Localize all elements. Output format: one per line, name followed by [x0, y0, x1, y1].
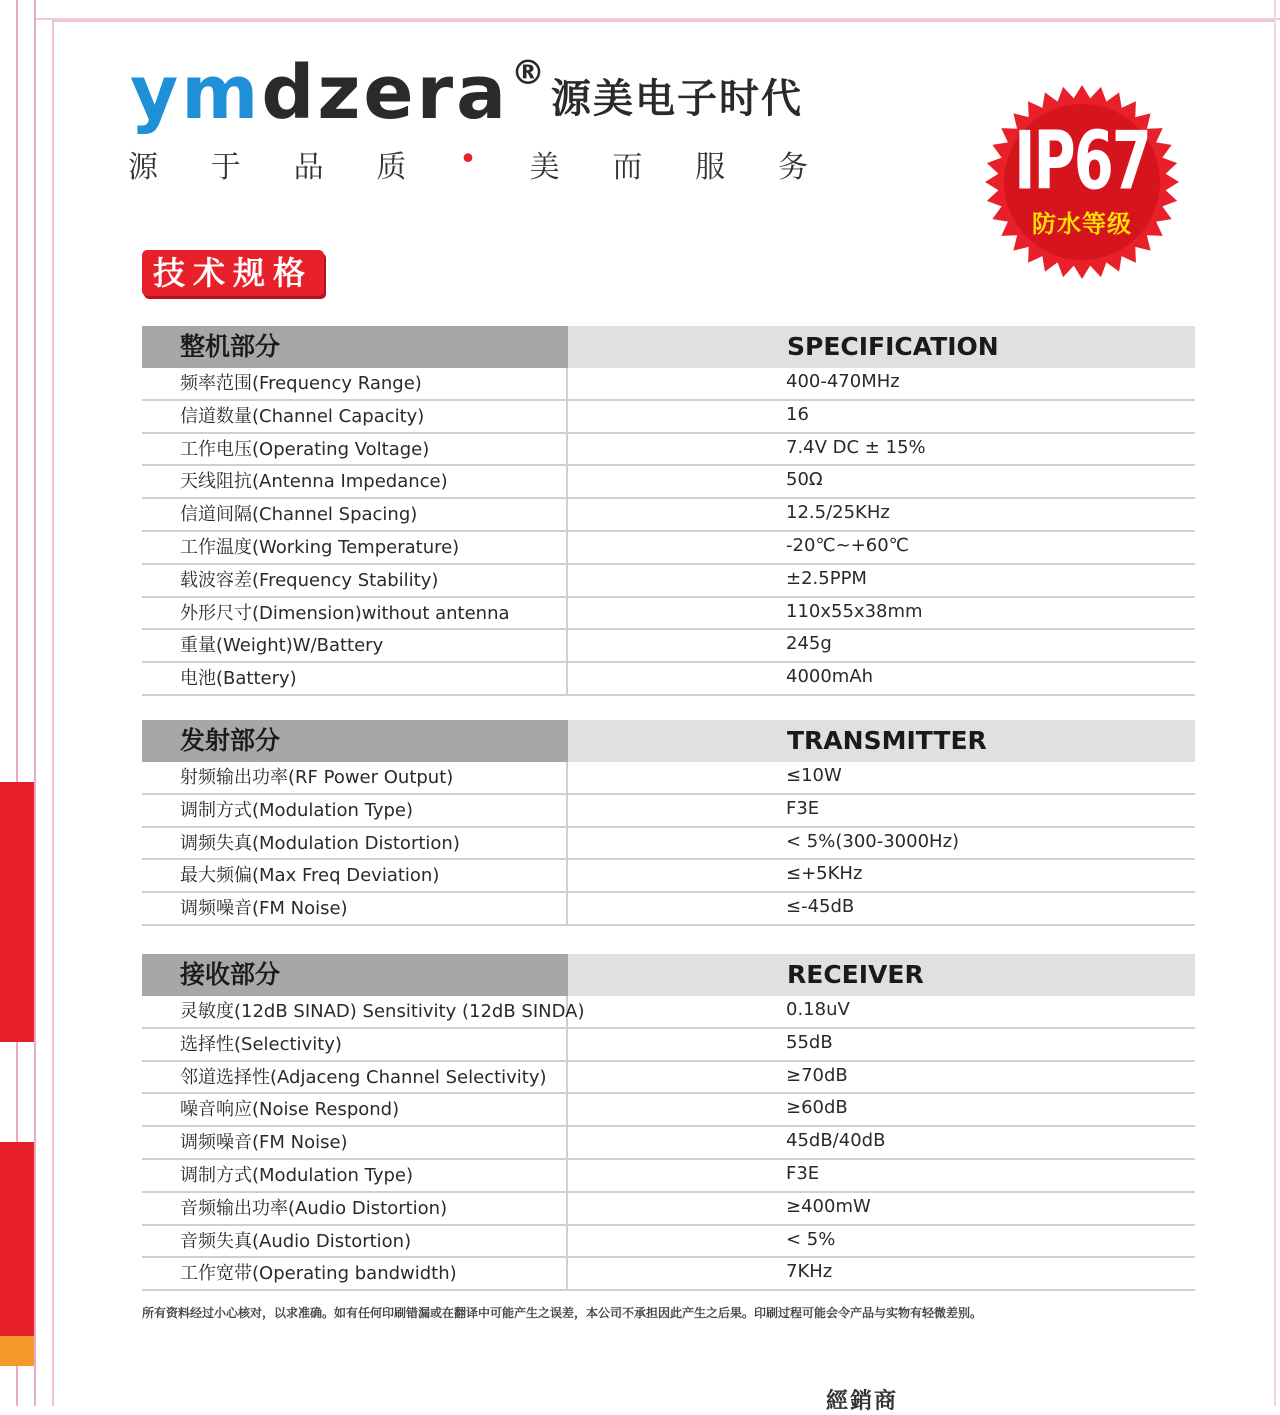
- spec-value: 7.4V DC ± 15%: [786, 436, 926, 458]
- spec-section-receiver: [142, 954, 1195, 1291]
- section-header: [142, 720, 1195, 762]
- frame-line-right: [1274, 0, 1276, 1406]
- slogan-char: 源: [128, 150, 158, 185]
- spec-value: F3E: [786, 1162, 820, 1184]
- table-row: [142, 1160, 1195, 1193]
- spec-section-transmitter: [142, 720, 1195, 926]
- section-title-en: RECEIVER: [568, 954, 1195, 996]
- slogan-char: 服: [695, 150, 726, 185]
- side-accent-orange: [0, 1336, 34, 1366]
- spec-label: 音频输出功率(Audio Distortion): [142, 1193, 568, 1224]
- table-row: [142, 762, 1195, 795]
- spec-value: 7KHz: [786, 1261, 833, 1283]
- spec-value: 400-470MHz: [786, 371, 900, 392]
- spec-label: 载波容差(Frequency Stability): [142, 565, 568, 596]
- section-title-cn: 发射部分: [142, 720, 568, 762]
- slogan-char: 而: [612, 150, 643, 185]
- logo-wordmark-blue: ym: [130, 50, 262, 136]
- table-row: [142, 434, 1195, 467]
- ip67-badge: [984, 84, 1180, 280]
- section-title-cn: 接收部分: [142, 954, 568, 996]
- spec-value: 0.18uV: [786, 999, 850, 1020]
- spec-label: 信道间隔(Channel Spacing): [142, 499, 568, 530]
- registered-mark: ®: [511, 53, 546, 93]
- spec-label: 重量(Weight)W/Battery: [142, 630, 568, 661]
- spec-value: ≥60dB: [786, 1097, 848, 1119]
- spec-value: 55dB: [786, 1031, 833, 1053]
- side-accent-red-2: [0, 1142, 34, 1336]
- table-row: [142, 893, 1195, 926]
- frame-line-left-inner: [34, 0, 36, 1406]
- table-row: [142, 1094, 1195, 1127]
- table-row: [142, 368, 1195, 401]
- table-row: [142, 630, 1195, 663]
- spec-label: 电池(Battery): [142, 663, 568, 694]
- table-row: [142, 860, 1195, 893]
- table-row: [142, 565, 1195, 598]
- spec-value: F3E: [786, 797, 820, 819]
- spec-section-general: [142, 326, 1195, 696]
- spec-label: 邻道选择性(Adjaceng Channel Selectivity): [142, 1062, 568, 1093]
- spec-label: 调频噪音(FM Noise): [142, 893, 568, 924]
- spec-value: ≤10W: [786, 765, 842, 786]
- spec-value: ≤-45dB: [786, 896, 855, 918]
- spec-label: 噪音响应(Noise Respond): [142, 1094, 568, 1125]
- side-accent-red-1: [0, 782, 34, 1042]
- spec-value: < 5%: [786, 1228, 836, 1250]
- table-row: [142, 1193, 1195, 1226]
- spec-value: 12.5/25KHz: [786, 502, 890, 524]
- spec-label: 工作电压(Operating Voltage): [142, 434, 568, 465]
- table-row: [142, 828, 1195, 861]
- spec-label: 工作宽带(Operating bandwidth): [142, 1258, 568, 1289]
- logo-wordmark-dark: dzera: [261, 50, 510, 136]
- section-header: [142, 326, 1195, 368]
- table-row: [142, 1258, 1195, 1291]
- spec-value: 245g: [786, 633, 832, 655]
- tech-spec-title: 技术规格: [142, 250, 324, 296]
- table-row: [142, 996, 1195, 1029]
- spec-value: 45dB/40dB: [786, 1130, 886, 1152]
- spec-value: 4000mAh: [786, 666, 874, 688]
- table-row: [142, 1062, 1195, 1095]
- badge-ip-rating: IP67: [1014, 116, 1150, 209]
- spec-label: 最大频偏(Max Freq Deviation): [142, 860, 568, 891]
- spec-value: < 5%(300-3000Hz): [786, 830, 960, 852]
- slogan-char: 务: [777, 150, 808, 185]
- brand-slogan: [128, 142, 808, 186]
- spec-label: 调频失真(Modulation Distortion): [142, 828, 568, 859]
- spec-value: 16: [786, 403, 809, 425]
- spec-value: 110x55x38mm: [786, 600, 923, 622]
- slogan-dot: •: [459, 142, 477, 177]
- spec-label: 音频失真(Audio Distortion): [142, 1226, 568, 1257]
- logo-wordmark: [130, 50, 509, 136]
- table-row: [142, 1127, 1195, 1160]
- badge-waterproof-label: 防水等级: [1032, 210, 1132, 238]
- table-row: [142, 1226, 1195, 1259]
- table-row: [142, 1029, 1195, 1062]
- spec-value: -20℃~+60℃: [786, 534, 909, 556]
- section-title-cn: 整机部分: [142, 326, 568, 368]
- section-header: [142, 954, 1195, 996]
- slogan-char: 于: [210, 150, 241, 185]
- slogan-char: 质: [376, 150, 407, 185]
- table-row: [142, 598, 1195, 631]
- disclaimer-text: 所有资料经过小心核对，以求准确。如有任何印刷错漏或在翻译中可能产生之误差，本公司不承担因此产生之后果。印刷过程可能会令产品与实物有轻微差别。: [142, 1306, 983, 1320]
- table-row: [142, 466, 1195, 499]
- spec-label: 外形尺寸(Dimension)without antenna: [142, 598, 568, 629]
- table-row: [142, 401, 1195, 434]
- section-title-en: TRANSMITTER: [568, 720, 1195, 762]
- spec-label: 选择性(Selectivity): [142, 1029, 568, 1060]
- spec-value: ±2.5PPM: [786, 567, 867, 589]
- section-title-en: SPECIFICATION: [568, 326, 1195, 368]
- spec-label: 信道数量(Channel Capacity): [142, 401, 568, 432]
- spec-label: 天线阻抗(Antenna Impedance): [142, 466, 568, 497]
- spec-label: 灵敏度(12dB SINAD) Sensitivity (12dB SINDA): [142, 996, 568, 1027]
- table-row: [142, 499, 1195, 532]
- spec-label: 调频噪音(FM Noise): [142, 1127, 568, 1158]
- spec-label: 工作温度(Working Temperature): [142, 532, 568, 563]
- dealer-label: 經銷商: [826, 1389, 899, 1414]
- spec-value: ≤+5KHz: [786, 863, 863, 885]
- spec-value: 50Ω: [786, 469, 823, 491]
- spec-label: 射频输出功率(RF Power Output): [142, 762, 568, 793]
- table-row: [142, 532, 1195, 565]
- spec-value: ≥400mW: [786, 1195, 871, 1217]
- spec-label: 调制方式(Modulation Type): [142, 1160, 568, 1191]
- spec-label: 调制方式(Modulation Type): [142, 795, 568, 826]
- spec-label: 频率范围(Frequency Range): [142, 368, 568, 399]
- slogan-char: 美: [529, 150, 560, 185]
- table-row: [142, 663, 1195, 696]
- table-row: [142, 795, 1195, 828]
- brand-logo: [130, 50, 803, 136]
- slogan-char: 品: [293, 150, 324, 185]
- brand-name-cn: 源美电子时代: [551, 76, 804, 122]
- spec-value: ≥70dB: [786, 1064, 848, 1086]
